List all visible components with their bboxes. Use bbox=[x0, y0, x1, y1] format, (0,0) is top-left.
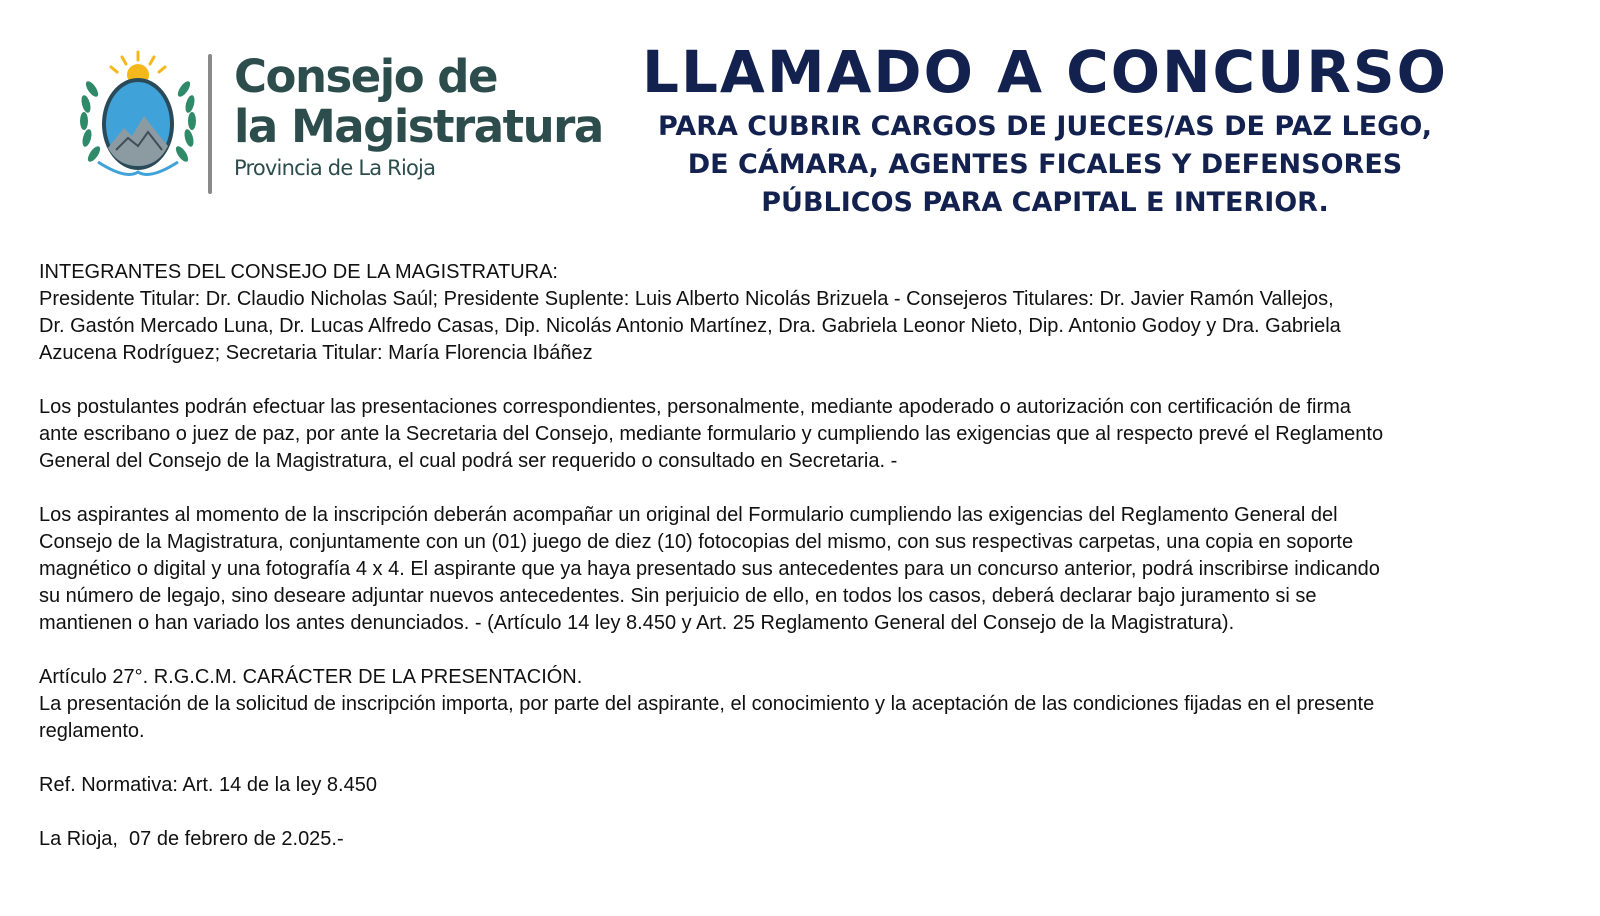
text-line: Dr. Gastón Mercado Luna, Dr. Lucas Alfredo Casas, Dip. Nicolás Antonio Martínez, Dra. Gabriela Leonor Nieto, Dip. Antonio Godoy y Dra. Gabriela bbox=[39, 315, 1341, 337]
text-line: mantienen o han variado los antes denunciados. - (Artículo 14 ley 8.450 y Art. 25 Reglamento General del Consejo de la Magistratura). bbox=[39, 612, 1235, 634]
subtitle-line: PÚBLICOS PARA CAPITAL E INTERIOR. bbox=[761, 187, 1329, 218]
text-line: Artículo 27°. R.G.C.M. CARÁCTER DE LA PRESENTACIÓN. bbox=[39, 666, 583, 688]
subtitle-line: PARA CUBRIR CARGOS DE JUECES/AS DE PAZ LEGO, bbox=[658, 111, 1432, 142]
date-paragraph bbox=[39, 826, 1584, 853]
presentations-paragraph bbox=[39, 394, 1584, 475]
text-line: Los postulantes podrán efectuar las presentaciones correspondientes, personalmente, mediante apoderado o autorización con certificación de firma bbox=[39, 396, 1351, 418]
text-line: su número de legajo, sino deseare adjuntar nuevos antecedentes. Sin perjuicio de ello, en todos los casos, deberá declarar bajo juramento si se bbox=[39, 585, 1317, 607]
article-paragraph bbox=[39, 664, 1584, 745]
organization-name bbox=[234, 52, 603, 180]
org-name-line-1: Consejo de bbox=[234, 50, 498, 103]
members-paragraph bbox=[39, 259, 1584, 367]
reference-text: Ref. Normativa: Art. 14 de la ley 8.450 bbox=[39, 774, 377, 796]
text-line: General del Consejo de la Magistratura, el cual podrá ser requerido o consultado en Secretaria. - bbox=[39, 450, 898, 472]
org-province: Provincia de La Rioja bbox=[234, 156, 436, 180]
text-line: Azucena Rodríguez; Secretaria Titular: María Florencia Ibáñez bbox=[39, 342, 593, 364]
text-line: ante escribano o juez de paz, por ante la Secretaria del Consejo, mediante formulario y cumpliendo las exigencias que al respecto prevé el Reglamento bbox=[39, 423, 1384, 445]
announcement-heading bbox=[615, 38, 1475, 222]
announcement-subtitle bbox=[615, 108, 1475, 222]
reference-paragraph bbox=[39, 772, 1584, 799]
text-line: reglamento. bbox=[39, 720, 145, 742]
text-line: INTEGRANTES DEL CONSEJO DE LA MAGISTRATURA: bbox=[39, 261, 558, 283]
text-line: Consejo de la Magistratura, conjuntamente con un (01) juego de diez (10) fotocopias del mismo, con sus respectivas carpetas, una copia en soporte bbox=[39, 531, 1354, 553]
text-line: La presentación de la solicitud de inscripción importa, por parte del aspirante, el conocimiento y la aceptación de las condiciones fijadas en el presente bbox=[39, 693, 1375, 715]
subtitle-line: DE CÁMARA, AGENTES FICALES Y DEFENSORES bbox=[687, 149, 1403, 180]
text-line: Los aspirantes al momento de la inscripción deberán acompañar un original del Formulario cumpliendo las exigencias del Reglamento General del bbox=[39, 504, 1338, 526]
provincial-emblem-icon bbox=[78, 50, 198, 185]
org-name-line-2: la Magistratura bbox=[234, 100, 603, 153]
header-divider bbox=[208, 54, 212, 194]
date-text: La Rioja, 07 de febrero de 2.025.- bbox=[39, 828, 344, 850]
announcement-title: LLAMADO A CONCURSO bbox=[642, 38, 1448, 106]
announcement-body bbox=[39, 259, 1584, 880]
requirements-paragraph bbox=[39, 502, 1584, 637]
text-line: Presidente Titular: Dr. Claudio Nicholas Saúl; Presidente Suplente: Luis Alberto Nicolás Brizuela - Consejeros Titulares: Dr. Javier Ramón Vallejos, bbox=[39, 288, 1334, 310]
text-line: magnético o digital y una fotografía 4 x 4. El aspirante que ya haya presentado sus antecedentes para un concurso anterior, podrá inscribirse indicando bbox=[39, 558, 1380, 580]
